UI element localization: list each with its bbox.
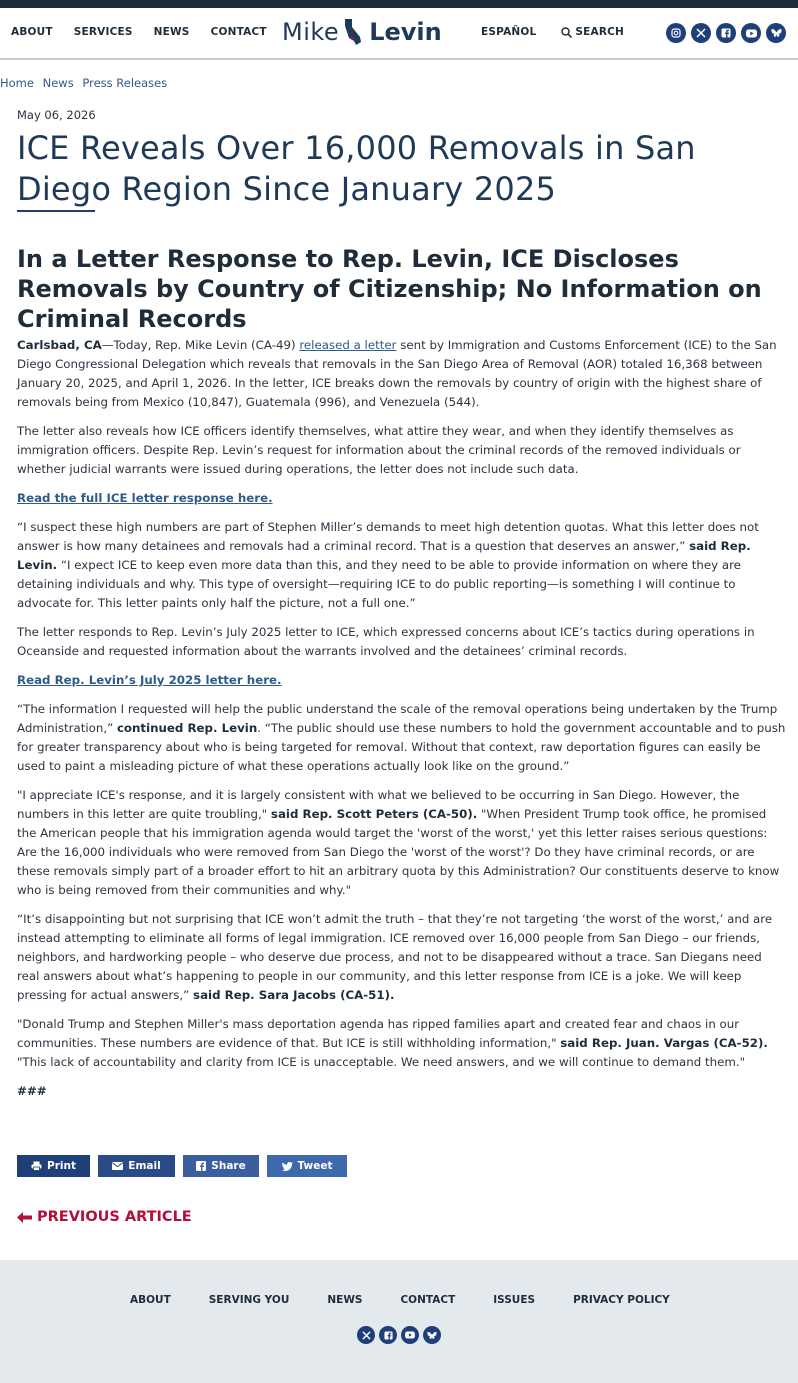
twitter-bird-icon [282, 1162, 293, 1171]
youtube-icon[interactable] [741, 23, 761, 43]
facebook-icon [196, 1161, 206, 1171]
secondary-nav [481, 26, 645, 38]
previous-article-link[interactable]: PREVIOUS ARTICLE [17, 1209, 192, 1225]
california-icon [343, 18, 365, 46]
search-button[interactable] [561, 26, 624, 38]
end-marker: ### [17, 1084, 47, 1098]
footer-contact[interactable]: CONTACT [400, 1294, 456, 1306]
logo-last-name: Levin [369, 18, 442, 46]
nav-news[interactable]: NEWS [153, 26, 190, 38]
footer-privacy-policy[interactable]: PRIVACY POLICY [573, 1294, 670, 1306]
breadcrumb [0, 76, 172, 90]
article-body [17, 336, 787, 1101]
breadcrumb-news[interactable]: News [42, 76, 74, 90]
paragraph-8: "Donald Trump and Stephen Miller's mass deportation agenda has ripped families apart and created fear and chaos in our communities. These numbers are evidence of that. But ICE is still withholding information," said Rep. Juan. Vargas (CA-52). "This lack of accountability and clarity from ICE is unacceptable. We need answers, and we will continue to demand them." [17, 1017, 768, 1069]
nav-contact[interactable]: CONTACT [210, 26, 267, 38]
email-button[interactable]: Email [98, 1155, 175, 1177]
footer-about[interactable]: ABOUT [130, 1294, 171, 1306]
article [17, 108, 787, 1111]
footer-serving-you[interactable]: SERVING YOU [208, 1294, 290, 1306]
paragraph-5: “The information I requested will help the public understand the scale of the removal operations being undertaken by the Trump Administration,” continued Rep. Levin. “The public should use these numbers to hold the government accountable and to push for greater transparency about who is being targeted for removal. Without that context, raw deportation figures can easily be used to paint a misleading picture of what these operations actually look like on the ground.” [17, 702, 786, 773]
bluesky-icon[interactable] [423, 1326, 441, 1344]
paragraph-4: The letter responds to Rep. Levin’s July 2025 letter to ICE, which expressed concerns about ICE’s tactics during operations in Oceanside and requested information about the warrants involved and the detainees’ criminal records. [17, 625, 755, 658]
july-letter-link[interactable]: Read Rep. Levin’s July 2025 letter here. [17, 673, 282, 687]
facebook-icon[interactable] [716, 23, 736, 43]
paragraph-link-2 [17, 671, 787, 690]
footer-social-links [357, 1326, 445, 1344]
email-icon [112, 1162, 123, 1170]
header-social-links [666, 23, 791, 43]
instagram-icon[interactable] [666, 23, 686, 43]
search-label: SEARCH [575, 26, 625, 38]
paragraph-link-1 [17, 489, 787, 508]
breadcrumb-press-releases[interactable]: Press Releases [82, 76, 168, 90]
print-button[interactable]: Print [17, 1155, 90, 1177]
footer-news[interactable]: NEWS [327, 1294, 363, 1306]
logo-first-name: Mike [282, 18, 340, 46]
released-letter-link[interactable]: released a letter [299, 338, 397, 352]
footer-issues[interactable]: ISSUES [493, 1294, 536, 1306]
title-underline [17, 210, 95, 212]
footer-nav [130, 1294, 708, 1306]
article-date: May 06, 2026 [17, 108, 96, 122]
ice-letter-response-link[interactable]: Read the full ICE letter response here. [17, 491, 273, 505]
paragraph-7: “It’s disappointing but not surprising that ICE won’t admit the truth – that they’re not targeting ‘the worst of the worst,’ and are instead attempting to eliminate all forms of legal immigration. ICE removed over 16,000 people from San Diego – our friends, neighbors, and hardworking people – who deserve due process, and not to be disappeared without a trace. San Diegans need real answers about what’s happening to people in our community, and this letter response from ICE is a joke. We will keep pressing for actual answers,” said Rep. Sara Jacobs (CA-51). [17, 912, 773, 1002]
paragraph-1: Carlsbad, CA—Today, Rep. Mike Levin (CA-49) released a letter sent by Immigration and Customs Enforcement (ICE) to the San Diego Congressional Delegation which reveals that removals in the San Diego Area of Removal (AOR) totaled 16,368 between January 20, 2025, and April 1, 2026. In the letter, ICE breaks down the removals by country of origin with the highest share of removals being from Mexico (10,847), Guatemala (996), and Venezuela (544). [17, 338, 777, 409]
site-footer [0, 1260, 798, 1383]
tweet-button[interactable]: Tweet [267, 1155, 347, 1177]
site-header [0, 8, 798, 60]
youtube-icon[interactable] [401, 1326, 419, 1344]
top-strip [0, 0, 798, 8]
nav-about[interactable]: ABOUT [11, 26, 53, 38]
dateline: Carlsbad, CA [17, 338, 102, 352]
paragraph-3: “I suspect these high numbers are part of Stephen Miller’s demands to meet high detention quotas. What this letter does not answer is how many detainees and removals had a criminal record. That is a question that deserves an answer,” said Rep. Levin. “I expect ICE to keep even more data than this, and they need to be able to provide information on where they are detaining individuals and why. This type of oversight—requiring ICE to do public reporting—is something I will continue to advocate for. This letter paints only half the picture, not a full one.” [17, 520, 759, 610]
site-logo[interactable] [282, 18, 442, 46]
paragraph-6: "I appreciate ICE's response, and it is largely consistent with what we believed to be occurring in San Diego. However, the numbers in this letter are quite troubling," said Rep. Scott Peters (CA-50). "When President Trump took office, he promised the American people that his immigration agenda would target the 'worst of the worst,' yet this letter raises serious questions: Are the 16,000 individuals who were removed from San Diego the 'worst of the worst'? Do they have criminal records, or are these removals simply part of a broader effort to hit an arbitrary quota by this Administration? Our constituents deserve to know who is being removed from their communities and why." [17, 788, 780, 897]
article-subtitle: In a Letter Response to Rep. Levin, ICE Discloses Removals by Country of Citizenship; No Information on Criminal Records [17, 245, 762, 333]
x-icon[interactable] [691, 23, 711, 43]
facebook-icon[interactable] [379, 1326, 397, 1344]
nav-services[interactable]: SERVICES [73, 26, 133, 38]
print-icon [31, 1161, 42, 1171]
arrow-left-icon [17, 1212, 32, 1223]
bluesky-icon[interactable] [766, 23, 786, 43]
breadcrumb-home[interactable]: Home [0, 76, 34, 90]
nav-espanol[interactable]: ESPAÑOL [481, 26, 537, 38]
x-icon[interactable] [357, 1326, 375, 1344]
share-bar [17, 1155, 355, 1177]
search-icon [561, 27, 572, 38]
facebook-share-button[interactable]: Share [183, 1155, 259, 1177]
article-title: ICE Reveals Over 16,000 Removals in San Diego Region Since January 2025 [17, 129, 696, 208]
paragraph-2: The letter also reveals how ICE officers identify themselves, what attire they wear, and when they identify themselves as immigration officers. Despite Rep. Levin’s request for information about the criminal records of the removed individuals or whether judicial warrants were issued during operations, the letter does not include such data. [17, 424, 741, 476]
primary-nav [11, 26, 288, 38]
